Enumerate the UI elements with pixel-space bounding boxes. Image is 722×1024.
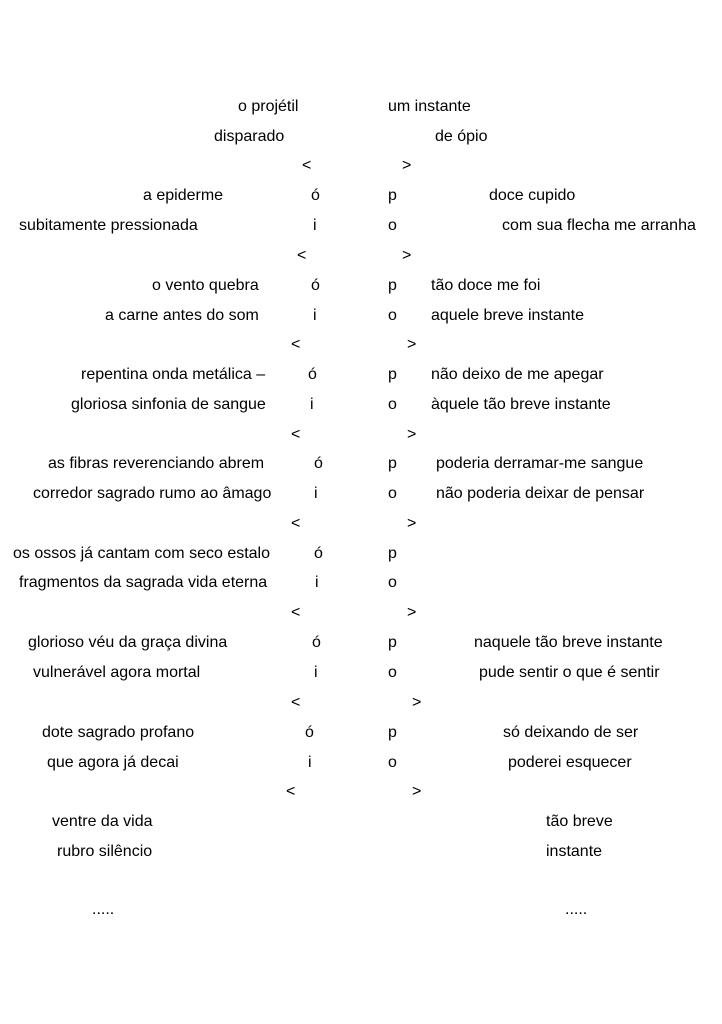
poem-line-11-fragment-1: > [407,426,417,443]
poem-line-13-fragment-0: corredor sagrado rumo ao âmago [33,485,272,502]
poem-line-0-fragment-1: um instante [388,98,471,115]
poem-line-16-fragment-0: fragmentos da sagrada vida eterna [19,574,268,591]
poem-line-12-fragment-3: poderia derramar-me sangue [436,455,644,472]
poem-line-22-fragment-2: o [388,754,397,771]
poem-line-12-fragment-1: ó [314,455,323,472]
poem-line-7-fragment-1: i [313,307,317,324]
poem-line-6-fragment-1: ó [311,277,320,294]
poem-line-25-fragment-0: rubro silêncio [57,843,153,860]
poem-line-23-fragment-1: > [412,783,422,800]
poem-line-15-fragment-1: ó [314,545,323,562]
poem-line-20-fragment-1: > [412,694,422,711]
poem-line-9-fragment-0: repentina onda metálica – [81,366,266,383]
poem-line-9-fragment-2: p [388,366,397,383]
poem-line-0-fragment-0: o projétil [238,98,299,115]
poem-line-18-fragment-2: p [388,634,397,651]
poem-line-19-fragment-3: pude sentir o que é sentir [479,664,660,681]
poem-line-26-fragment-0: ..... [92,901,115,918]
poem-line-22-fragment-3: poderei esquecer [508,754,632,771]
poem-line-3-fragment-2: p [388,187,397,204]
poem-line-13-fragment-3: não poderia deixar de pensar [436,485,645,502]
poem-line-4-fragment-1: i [313,217,317,234]
poem-line-10-fragment-1: i [310,396,314,413]
poem-line-6-fragment-2: p [388,277,397,294]
poem-line-21-fragment-0: dote sagrado profano [42,724,195,741]
poem-line-8-fragment-0: < [291,336,301,353]
poem-line-16-fragment-1: i [315,574,319,591]
poem-line-18-fragment-1: ó [312,634,321,651]
poem-line-23-fragment-0: < [286,783,296,800]
poem-line-5-fragment-1: > [402,247,412,264]
poem-line-3-fragment-3: doce cupido [489,187,576,204]
poem-line-24-fragment-0: ventre da vida [52,813,153,830]
poem-line-18-fragment-3: naquele tão breve instante [474,634,663,651]
poem-line-1-fragment-0: disparado [214,128,285,145]
poem-line-6-fragment-3: tão doce me foi [431,277,541,294]
poem-line-10-fragment-2: o [388,396,397,413]
poem-line-4-fragment-2: o [388,217,397,234]
poem-line-7-fragment-2: o [388,307,397,324]
poem-line-21-fragment-3: só deixando de ser [503,724,639,741]
poem-line-1-fragment-1: de ópio [435,128,488,145]
poem-line-17-fragment-0: < [291,604,301,621]
poem-line-12-fragment-0: as fibras reverenciando abrem [48,455,265,472]
poem-line-5-fragment-0: < [297,247,307,264]
poem-line-8-fragment-1: > [407,336,417,353]
poem-line-4-fragment-3: com sua flecha me arranha [502,217,696,234]
poem-line-19-fragment-2: o [388,664,397,681]
poem-line-10-fragment-3: àquele tão breve instante [431,396,611,413]
poem-line-7-fragment-0: a carne antes do som [105,307,259,324]
poem-line-7-fragment-3: aquele breve instante [431,307,584,324]
poem-line-9-fragment-3: não deixo de me apegar [431,366,604,383]
poem-line-24-fragment-1: tão breve [546,813,613,830]
poem-line-19-fragment-1: i [314,664,318,681]
poem-line-25-fragment-1: instante [546,843,603,860]
poem-line-11-fragment-0: < [291,426,301,443]
poem-line-22-fragment-1: i [308,754,312,771]
poem-line-20-fragment-0: < [291,694,301,711]
poem-line-13-fragment-2: o [388,485,397,502]
poem-line-21-fragment-1: ó [305,724,314,741]
poem-line-26-fragment-1: ..... [565,901,588,918]
poem-line-2-fragment-1: > [402,157,412,174]
poem-line-21-fragment-2: p [388,724,397,741]
poem-line-6-fragment-0: o vento quebra [152,277,259,294]
poem-line-15-fragment-0: os ossos já cantam com seco estalo [13,545,271,562]
poem-line-2-fragment-0: < [302,157,312,174]
poem-line-13-fragment-1: i [314,485,318,502]
poem-line-9-fragment-1: ó [308,366,317,383]
poem-line-18-fragment-0: glorioso véu da graça divina [28,634,228,651]
poem-line-19-fragment-0: vulnerável agora mortal [33,664,201,681]
poem-line-14-fragment-0: < [291,515,301,532]
poem-line-12-fragment-2: p [388,455,397,472]
poem-line-3-fragment-0: a epiderme [143,187,224,204]
poem-line-17-fragment-1: > [407,604,417,621]
poem-line-10-fragment-0: gloriosa sinfonia de sangue [71,396,266,413]
poem-line-14-fragment-1: > [407,515,417,532]
poem-line-15-fragment-2: p [388,545,397,562]
poem-line-22-fragment-0: que agora já decai [47,754,179,771]
poem-line-3-fragment-1: ó [311,187,320,204]
poem-line-16-fragment-2: o [388,574,397,591]
poem-line-4-fragment-0: subitamente pressionada [19,217,198,234]
